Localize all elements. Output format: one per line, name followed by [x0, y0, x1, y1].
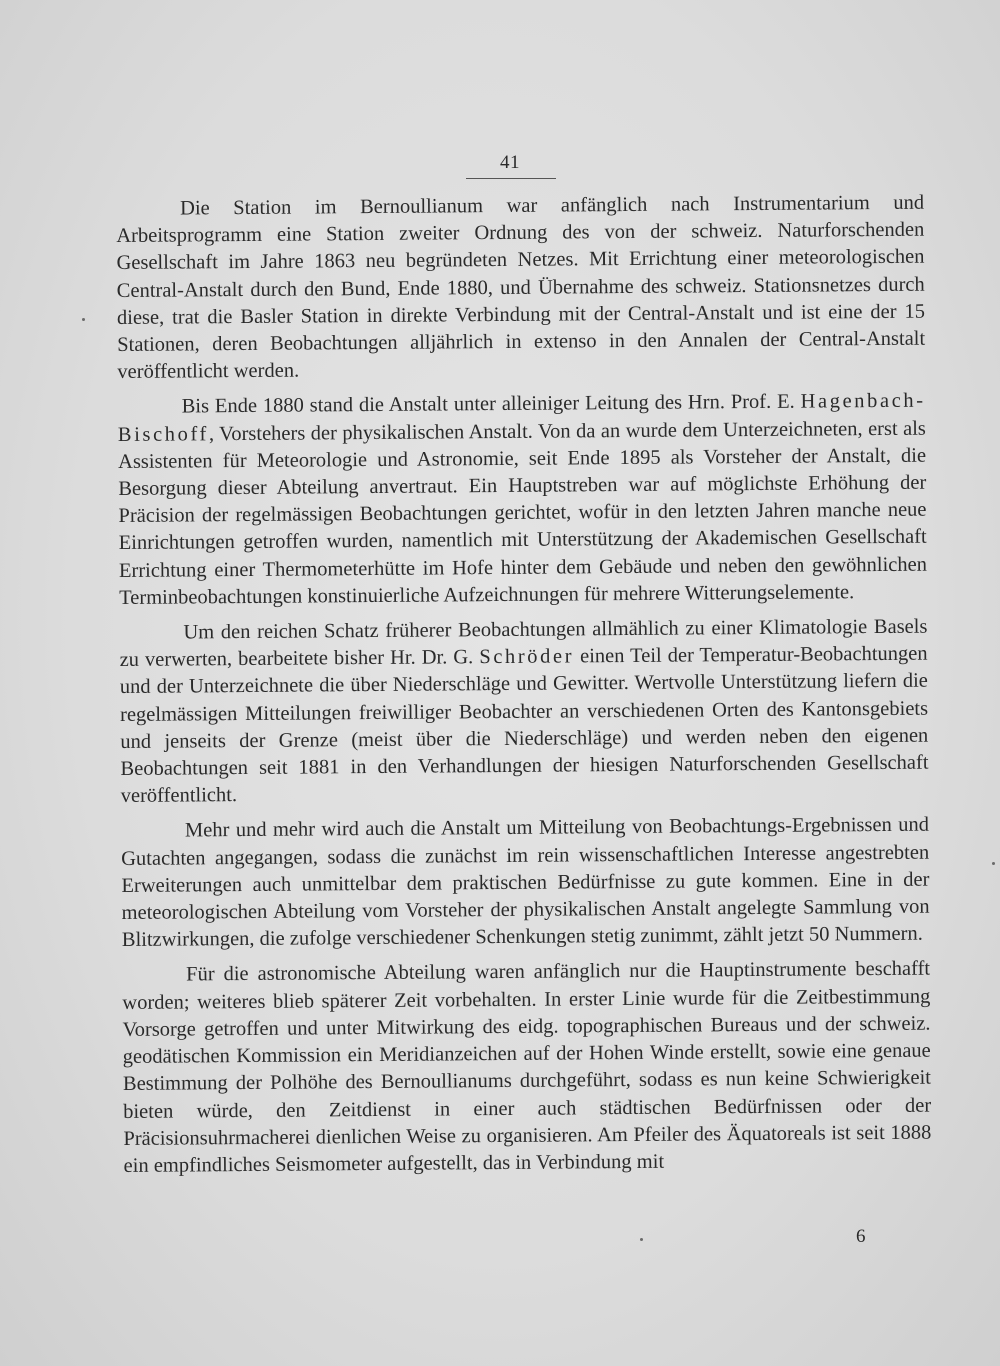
paragraph-text: Für die astronomische Abteilung waren anfänglich nur die Hauptinstrumente beschafft worden; weiteres blieb späterer Zeit vorbehalten. In erster Linie wurde für die Zeitbestimmung Vorsorge getroffen und unter Mitwirkung des eidg. topographischen Bureaus und der schweiz. geodätischen Kommission ein Meridianzeichen auf der Hohen Winde erstellt, sowie eine genaue Bestimmung der Polhöhe des Bernoullianums durchgeführt, sodass es nun keine Schwierigkeit bieten würde, den Zeitdienst in einer auch städtischen Bedürfnissen oder der Präcisionsuhrmacherei dienlichen Weise zu organisieren. Am Pfeiler des Äquatoreals ist seit 1888 ein empfindliches Seismometer aufgestellt, das in Verbindung mit	[122, 958, 932, 1177]
paragraph-text: , Vorstehers der physikalischen Anstalt. Von da an wurde dem Unterzeichneten, erst als Assistenten für Meteorologie und Astronomie, seit Ende 1895 als Vorsteher der Anstalt, die Besorgung dieser Abteilung anvertraut. Ein Hauptstreben war auf möglichste Erhöhung der Präcision der regelmässigen Beobachtungen gerichtet, wofür in den letzten Jahren manche neue Einrichtungen getroffen wurden, namentlich mit Unterstützung der Akademischen Gesellschaft Errichtung einer Thermometerhütte im Hofe hinter dem Gebäude und neben den gewöhnlichen Terminbeobachtungen konstinuierliche Aufzeichnungen für mehrere Witterungselemente.	[118, 417, 928, 609]
paragraph	[118, 388, 928, 612]
spaced-name: Hagenbach-Bischoff	[117, 390, 926, 446]
page-number: 41	[500, 152, 520, 173]
paragraph	[121, 812, 930, 954]
signature-mark: 6	[856, 1226, 866, 1247]
paragraph-text: Die Station im Bernoullianum war anfänglich nach Instrumentarium und Arbeitsprogramm eine Station zweiter Ordnung des von der schweiz. Naturforschenden Gesellschaft im Jahre 1863 neu begründeten Netzes. Mit Errichtung einer meteorologischen Central-Anstalt durch den Bund, Ende 1880, und Übernahme des schweiz. Stationsnetzes durch diese, trat die Basler Station in direkte Verbindung mit der Central-Anstalt und ist eine der 15 Stationen, deren Beobachtungen alljährlich in extenso in den Annalen der Central-Anstalt veröffentlicht werden.	[116, 191, 926, 384]
body-text	[116, 190, 932, 1188]
paragraph-text: einen Teil der Temperatur-Beobachtungen und der Unterzeichnete die über Niederschläge und Gewitter. Wertvolle Unterstützung liefern die regelmässigen Mitteilungen freiwilliger Beobachter an verschiedenen Orten des Kantonsgebiets und jenseits der Grenze (meist über die Niederschläge) und werden neben den eigenen Beobachtungen seit 1881 in den Verhandlungen der hiesigen Naturforschenden Gesellschaft veröffentlicht.	[119, 642, 929, 808]
print-speck	[82, 318, 85, 321]
paragraph	[122, 956, 932, 1180]
paragraph	[119, 614, 928, 811]
paragraph-text: Bis Ende 1880 stand die Anstalt unter alleiniger Leitung des Hrn. Prof. E.	[181, 391, 801, 418]
paragraph	[116, 190, 925, 387]
paragraph-text: Mehr und mehr wird auch die Anstalt um Mitteilung von Beobachtungs-Ergebnissen und Gutachten angegangen, sodass die zunächst im rein wissenschaftlichen Interesse angestrebten Erweiterungen auch unmittelbar dem praktischen Bedürfnisse zu gute kommen. Eine in der meteorologischen Abteilung vom Vorsteher der physikalischen Anstalt angelegte Sammlung von Blitzwirkungen, die zufolge verschiedener Schenkungen stetig zunimmt, zählt jetzt 50 Nummern.	[121, 814, 930, 952]
paragraph-text: Um den reichen Schatz früherer Beobachtungen allmählich zu einer Klimatologie Basels zu verwerten, bearbeitete bisher Hr. Dr. G.	[119, 615, 928, 672]
spaced-name: Schröder	[479, 645, 575, 669]
print-speck	[640, 1238, 643, 1241]
print-speck	[992, 862, 995, 865]
page-number-rule	[466, 178, 556, 179]
